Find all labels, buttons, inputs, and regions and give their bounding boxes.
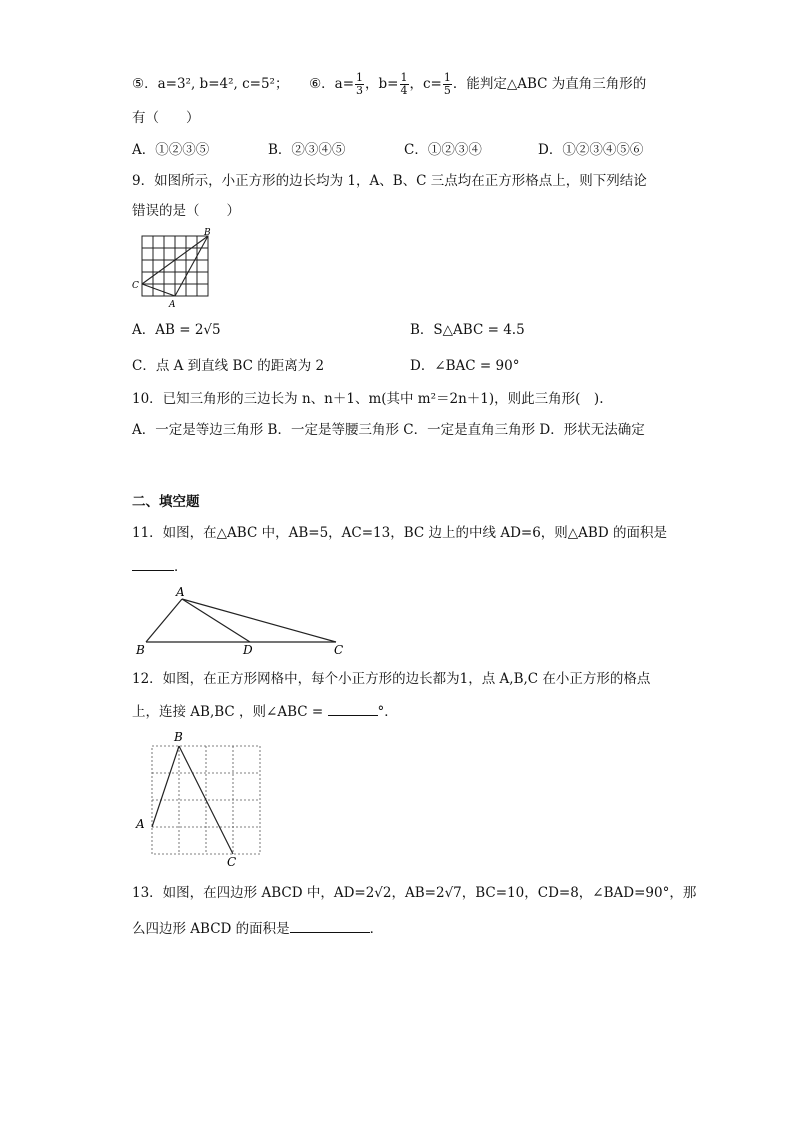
q13-line2-a: 么四边形 ABCD 的面积是	[132, 921, 290, 937]
q9-grid	[142, 236, 208, 296]
q13-line2	[132, 918, 383, 939]
q8-c-eq: ，c=	[409, 76, 442, 92]
q8-option-d[interactable]: D．①②③④⑤⑥	[538, 142, 644, 158]
section-fill-in-title: 二、填空题	[132, 494, 200, 510]
q12-label-a: A	[136, 817, 145, 831]
q13-line2-b: ．	[369, 921, 384, 937]
q9-label-c: C	[132, 281, 139, 291]
q8-part-a: ⑤．a=3², b=4², c=5²；	[132, 76, 289, 92]
q11-figure	[132, 584, 352, 656]
q12-line1: 12．如图，在正方形网格中，每个小正方形的边长都为1，点 A,B,C 在小正方形的格点	[132, 671, 651, 687]
q8-option-a[interactable]: A．①②③⑤	[132, 142, 210, 158]
q12-line2-b: °．	[377, 704, 398, 720]
q9-option-a[interactable]: A．AB = 2√5	[132, 322, 221, 338]
q9-label-b: B	[204, 228, 211, 238]
q11-answer-blank[interactable]	[132, 556, 174, 571]
q8-line2: 有（ ）	[132, 110, 200, 126]
q9-line2: 错误的是（ ）	[132, 203, 240, 219]
q11-label-b: B	[136, 643, 145, 657]
q8-option-c[interactable]: C．①②③④	[404, 142, 482, 158]
q12-label-c: C	[227, 855, 237, 869]
q11-label-c: C	[334, 643, 344, 657]
q12-figure	[130, 728, 270, 868]
q12-line2	[132, 701, 398, 722]
q8-part-b: ⑥．a=	[309, 76, 355, 92]
q11-triangle	[146, 599, 336, 642]
q8-option-b[interactable]: B．②③④⑤	[268, 142, 346, 158]
q8-b-eq: ，b=	[365, 76, 399, 92]
q9-option-d[interactable]: D．∠BAC = 90°	[410, 358, 520, 374]
q8-frac-c: $\frac{1}{5}$	[443, 71, 451, 97]
q12-answer-blank[interactable]	[328, 701, 378, 716]
q11-line1: 11．如图，在△ABC 中，AB=5，AC=13，BC 边上的中线 AD=6，则△ABD 的面积是	[132, 525, 667, 541]
q9-option-c[interactable]: C．点 A 到直线 BC 的距离为 2	[132, 358, 325, 374]
q12-label-b: B	[174, 730, 183, 744]
q10-line1: 10．已知三角形的三边长为 n、n＋1、m(其中 m²＝2n＋1)，则此三角形( ).	[132, 391, 604, 407]
q12-line2-a: 上，连接 AB,BC ，则∠ABC =	[132, 704, 328, 720]
q8-line1	[132, 72, 646, 97]
q8-frac-b: $\frac{1}{4}$	[400, 71, 408, 97]
q11-line2	[132, 556, 188, 577]
q9-label-a: A	[169, 300, 176, 310]
q9-figure	[130, 226, 220, 310]
q11-label-a: A	[176, 585, 185, 599]
q9-option-b[interactable]: B．S△ABC = 4.5	[410, 322, 525, 338]
q8-part-c: ．能判定△ABC 为直角三角形的	[452, 76, 647, 92]
q10-options[interactable]: A．一定是等边三角形 B．一定是等腰三角形 C．一定是直角三角形 D．形状无法确定	[132, 422, 645, 438]
q8-frac-a: $\frac{1}{3}$	[356, 71, 364, 97]
q11-label-d: D	[243, 643, 253, 657]
q9-line1: 9．如图所示，小正方形的边长均为 1，A、B、C 三点均在正方形格点上，则下列结论	[132, 173, 647, 189]
q11-line2-end: ．	[174, 559, 188, 575]
q13-line1: 13．如图，在四边形 ABCD 中，AD=2√2，AB=2√7，BC=10，CD=8，∠BAD=90°，那	[132, 885, 697, 901]
q13-answer-blank[interactable]	[290, 918, 370, 933]
